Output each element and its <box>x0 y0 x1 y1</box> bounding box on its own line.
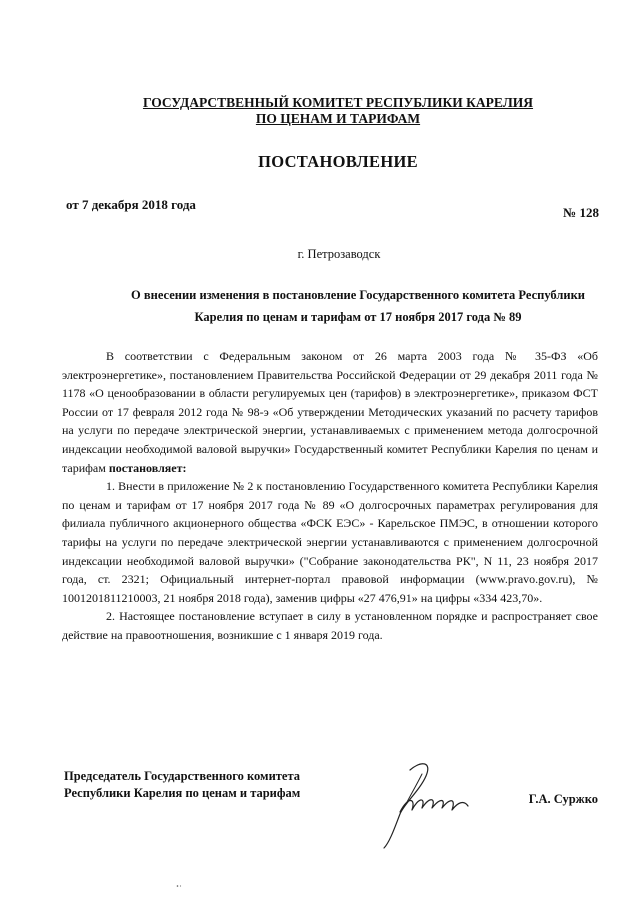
document-number: № 128 <box>563 205 599 220</box>
signatory-position-line1: Председатель Государственного комитета <box>64 769 301 783</box>
title-line2: Карелия по ценам и тарифам от 17 ноября 2017 года № 89 <box>194 310 522 324</box>
document-type: ПОСТАНОВЛЕНИЕ <box>258 152 418 171</box>
item-1-paragraph: 1. Внести в приложение № 2 к постановлению Государственного комитета Республики Карелия по ценам и тарифам от 17 ноября 2017 года № 89 «О долгосрочных параметрах регулирования для филиала публичного акционерного общества «ФСК ЕЭС» - Карельское ПМЭС, в отношении которого тарифы на услуги по передаче электрической энергии устанавливаются с применением долгосрочной индексации необходимой валовой выручки» ("Собрание законодательства РК", N 11, 23 ноября 2017 года, ст. 2321; Официальный интернет-портал правовой информации (www.pravo.gov.ru), № 1001201811210003, 21 ноября 2018 года), заменив цифры «27 476,91» на цифры «334 423,70». <box>62 479 598 605</box>
title-line1: О внесении изменения в постановление Государственного комитета Республики <box>131 288 585 302</box>
document-date: от 7 декабря 2018 года <box>66 197 196 212</box>
preamble-paragraph <box>62 347 598 477</box>
org-name-line2: ПО ЦЕНАМ И ТАРИФАМ <box>255 111 421 126</box>
org-name-line1: ГОСУДАРСТВЕННЫЙ КОМИТЕТ РЕСПУБЛИКИ КАРЕЛИЯ <box>142 95 534 110</box>
item-2-paragraph: 2. Настоящее постановление вступает в силу в установленном порядке и распространяет свое действие на правоотношения, возникшие с 1 января 2019 года. <box>62 609 598 642</box>
document-body <box>62 347 598 645</box>
preamble-verb: постановляет: <box>108 460 187 475</box>
preamble-text: В соответствии с Федеральным законом от 26 марта 2003 года № 35-ФЗ «Об электроэнергетике», постановлением Правительства Российской Федерации от 29 декабря 2011 года № 1178 «О ценообразовании в области регулируемых цен (тарифов) в электроэнергетике», приказом ФСТ России от 17 февраля 2012 года № 98-э «Об утверждении Методических указаний по расчету тарифов на услуги по передаче электрической энергии, устанавливаемых с применением метода долгосрочной индексации необходимой валовой выручки» Государственный комитет Республики Карелия по ценам и тарифам <box>62 349 598 475</box>
handwritten-signature <box>360 752 480 852</box>
signatory-position-line2: Республики Карелия по ценам и тарифам <box>64 786 301 800</box>
scan-speck <box>176 884 182 888</box>
signatory-name: Г.А. Суржко <box>528 792 598 806</box>
signatory-position <box>64 768 300 802</box>
document-city: г. Петрозаводск <box>297 247 381 261</box>
document-header <box>0 95 640 127</box>
document-title <box>110 284 606 328</box>
